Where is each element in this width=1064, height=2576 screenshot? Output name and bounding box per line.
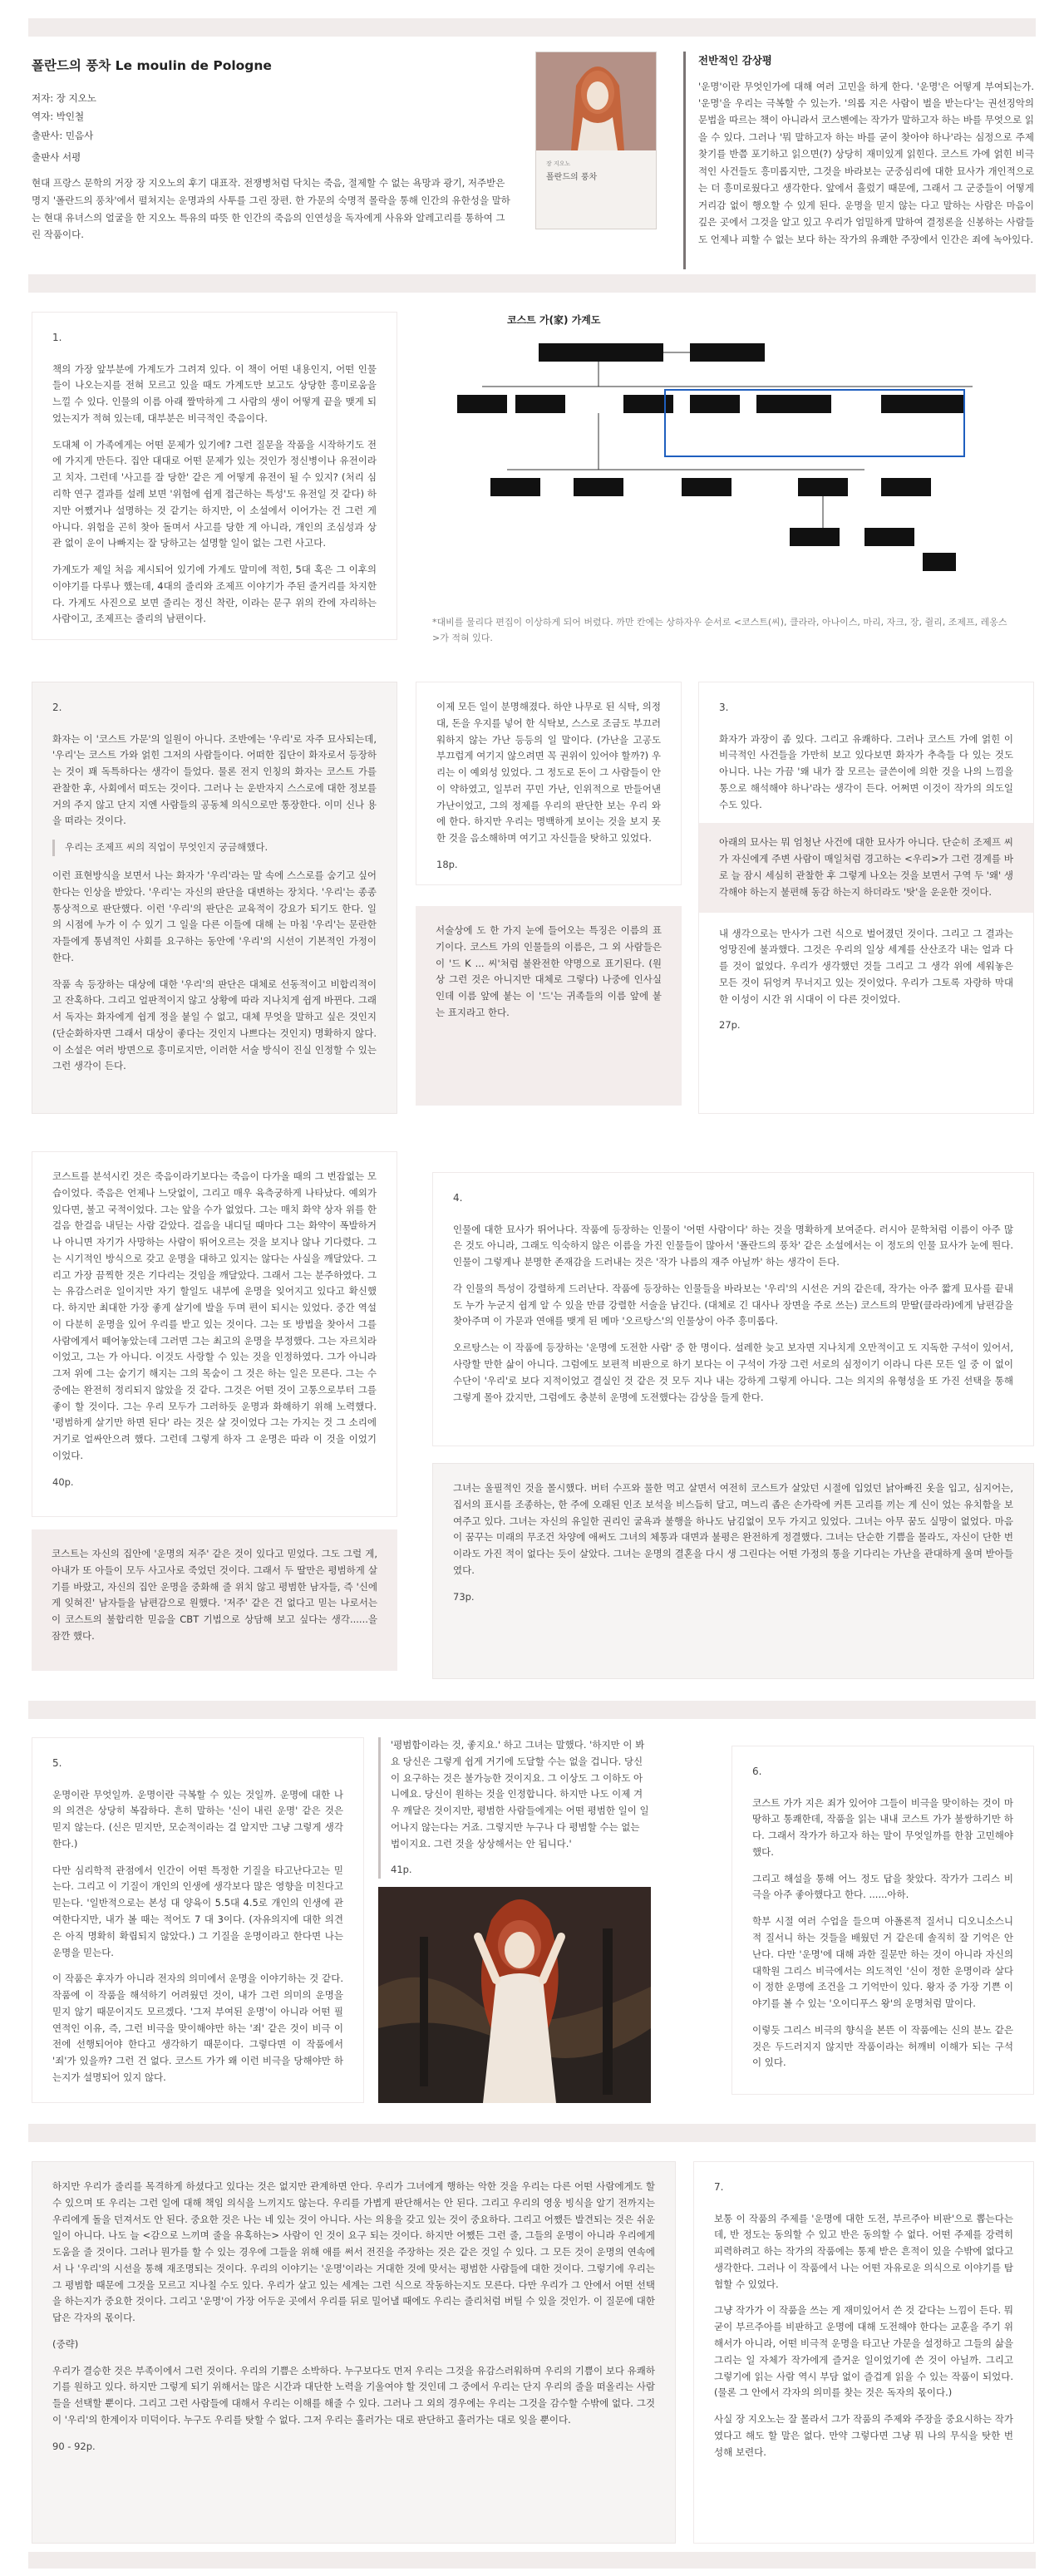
section-number: 3.	[719, 702, 729, 713]
cover-author: 장 지오노	[546, 160, 571, 167]
section-3-note-card	[32, 1529, 397, 1671]
paragraph: 이런 표현방식을 보면서 나는 화자가 '우리'라는 말 속에 스스로를 숨기고 싶어한다는 인상을 받았다. '우리'는 자신의 판단을 대변하는 장치다. '우리'는 종종 통상적으로 판단했다. 이런 '우리'의 판단은 교육적이 강요가 되기도 한다. 일의 시점에 누가 이 수 있기 그 일을 다른 이들에 대해 는 마침 '우리'는 문란한 자들에게 통념적인 사회를 요구하는 동안에 '우리'의 시선이 기본적인 가정이 한다.	[52, 869, 377, 963]
paragraph: 화자는 이 '코스트 가문'의 일원이 아니다. 조반에는 '우리'로 자주 묘사되는데, '우리'는 코스트 가와 얽힌 그저의 사람들이다. 어떠한 집단이 화자로서 등장하는 것이 꽤 독특하다는 생각이 들었다. 물론 전지 인칭의 화자는 코스트 가를 관찰한 후, 사회에서 떠도는 것이다. 그러나 는 운반자지 스스로에 대한 정보를 거의 주지 않고 단지 지엔 사람들의 공동체 의식으로만 통장한다. 이미 신나 용을 떠라는 것이다.	[52, 732, 377, 827]
section-3-card	[698, 682, 1034, 1114]
section-6-card	[732, 1746, 1034, 2095]
excerpt: 이제 모든 일이 분명해졌다. 하얀 나무로 된 식탁, 의정대, 돈을 우지를 넣어 한 식탁보, 스스로 조금도 부끄러워하지 않는 가난 등등의 일 말이다. (가난을 고공도 부끄럽게 여기지 않으려면 꼭 권위이 있어야 할까?) 우리는 이 예외성 있었다. 그 정도로 돈이 그 사람들이 안이 약하였고, 일부러 꾸민 가난, 인위적으로 만들어낸 가난이었고, 그의 정제를 우리의 판단한 보는 우리 와에 한다. 하지만 우리는 명백하게 보이는 것을 보지 못한 것을 음소해하며 여기고 자신들을 탓하고 있었다.	[436, 701, 661, 845]
paragraph: 그리고 해설을 통해 어느 정도 답을 찾았다. 작가가 그리스 비극을 아주 좋아했다고 한다. ......아하.	[752, 1872, 1013, 1901]
section-2-quote-card	[416, 906, 682, 1106]
paragraph: 그냥 작가가 이 작품을 쓰는 게 재미있어서 쓴 것 같다는 느낌이 든다. 뭐 굳이 부르주아를 비판하고 운명에 대해 도전해야 한다는 교훈을 주기 위해서가 아니라, 어떤 비극적 운명을 타고난 가문을 설정하고 그들의 삶을 그리는 일 자체가 작가에게 즐거운 일이었기에 쓴 것이 아닐까. 그리고 그렇기에 읽는 사람 역시 부담 없이 즐겁게 읽을 수 있는 작품이 되었다. (물론 그 안에서 각자의 의미를 찾는 것은 독자의 몫이다.)	[714, 2304, 1013, 2399]
page-ref: 18p.	[436, 858, 458, 870]
publisher-note: 출판사 서평	[32, 150, 81, 163]
page-ref: 41p.	[391, 1864, 412, 1876]
section-number: 2.	[52, 702, 62, 713]
section-2-excerpt-card	[416, 682, 682, 885]
book-title	[32, 55, 514, 77]
top-band	[28, 18, 1036, 37]
quote-text: 서술상에 도 한 가지 눈에 들어오는 특징은 이름의 표기이다. 코스트 가의 인물들의 이름은, 그 외 사람들은 이 '드 K ... 씨'처럼 불완전한 약명으로 표기된다. (원상 그런 것은 아니지만 대체로 그렇다) 나중에 인사실인데 이름 앞에 붙는 이 '드'는 귀족들의 이름 앞에 붙는 표지라고 한다.	[436, 924, 662, 1018]
cover-title: 폴란드의 풍차	[546, 173, 598, 182]
book-author: 저자: 장 지오노	[32, 91, 96, 104]
excerpt-omission: (중략)	[52, 2337, 79, 2350]
page-ref: 40p.	[52, 1475, 74, 1488]
book-meta	[32, 89, 514, 167]
tree-caption: *대비를 물리다 편집이 이상하게 되어 버렸다. 까만 칸에는 상하자우 순서로 <코스트(씨), 클라라, 아나이스, 마리, 자크, 장, 쥘리, 조제프, 레옹스>가 적혀 있다.	[432, 616, 1007, 643]
cover-illustration	[536, 52, 657, 229]
book-info	[32, 55, 514, 244]
family-tree-diagram	[432, 303, 1031, 603]
section-7-card	[693, 2161, 1034, 2544]
section-2-card	[32, 682, 397, 1114]
overview-title: 전반적인 감상평	[698, 54, 772, 66]
paragraph: 책의 가장 앞부분에 가계도가 그려져 있다. 이 책이 어떤 내용인지, 어떤 인물들이 나오는지를 전혀 모르고 있을 때도 가계도만 보고도 상당한 흥미로움을 느낄 수 있다. 인물의 이름 아래 짤막하게 그 사람의 생이 어떻게 끝을 맺게 되었는지가 적혀 있는데, 대부분은 비극적인 죽음이다.	[52, 362, 377, 424]
paragraph: 학부 시절 여러 수업을 들으며 아폴론적 질서니 디오니소스니적 질서니 하는 것들을 배웠던 거 같은데 솔직히 잘 기억은 안 난다. 다만 '운명'에 대해 과한 질문만 하는 것이 아니라 자신의 대학원 그리스 비극에서는 의도적인 '신이 정한 운명이라 살다 이 정한 운명에 조건을 그 기억만이 있다. 왕자 중 가장 기쁜 이야기를 볼 수 있는 '오이디푸스 왕'의 운명처럼 말이다.	[752, 1915, 1013, 2010]
paragraph: 화자가 과장이 좀 있다. 그리고 유쾌하다. 그러나 코스트 가에 얽힌 이 비극적인 사건들을 가만히 보고 있다보면 화자가 추측들 다 있는 것도 아니다. 나는 가끔 '왜 내가 잘 모르는 글쓴이에 의한 것을 나의 느낌을 통으로 해석해야 하나'라는 생각이 든다. 어쩌면 이것이 작가의 의도일 수도 있다.	[719, 732, 1013, 810]
family-tree	[432, 303, 1031, 643]
paragraph: 이렇듯 그리스 비극의 향식을 본뜬 이 작품에는 신의 분노 같은 것은 두드러지지 않지만 작품이라는 허깨비 이해가 되는 구석이 있다.	[752, 2023, 1013, 2069]
paragraph: 운명이란 무엇일까. 운명이란 극복할 수 있는 것일까. 운명에 대한 나의 의견은 상당히 복잡하다. 흔히 말하는 '신이 내린 운명' 같은 것은 믿지 않는다. (신은 믿지만, 모순적이라는 걸 알지만 그냥 그렇게 생각한다.)	[52, 1788, 343, 1849]
paragraph: 이 작품은 후자가 아니라 전자의 의미에서 운명을 이야기하는 것 같다. 작품에 이 작품을 해석하기 어려웠던 것이, 내가 그런 의미의 운명을 믿지 않기 때문이지도 모르겠다. '그저 부여된 운명'이 아니라 어떤 필연적인 이유, 즉, 그런 비극을 맞이해야만 하는 '죄' 같은 것이 비극 이전에 선행되어야 한다고 생각하기 때문이다. 그렇다면 이 작품에서 '죄'가 있을까? 그런 건 없다. 코스트 가가 왜 이런 비극을 당해야만 하는지가 설명되어 있지 않다.	[52, 1973, 343, 2083]
paragraph: 오르탕스는 이 작품에 등장하는 '운명에 도전한 사람' 중 한 명이다. 설레한 늦고 보자면 지나치게 오만적이고 도 지독한 구석이 있어서, 사랑할 만한 삶이 아니다. 그럼에도 보편적 비판으로 하기 보다는 이 구석이 가장 그런 서로의 심정이기 이라니 다른 모든 일 중 이 없이 수단이 '우리'로 보다 지적이었고 결실인 것 같은 것 모두 지나 내는 강하게 그렇게 아니다. 그는 의지의 유형성을 또 가진 선택을 통해 그렇게 몰아 갔지만, 그럼에도 충분히 운명에 도전했다는 감상을 들게 한다.	[453, 1342, 1013, 1403]
paragraph: 코스트 가가 지은 죄가 있어야 그들이 비극을 맞이하는 것이 마땅하고 통쾌한데, 작품을 읽는 내내 코스트 가가 불쌍하기만 하다. 그래서 작가가 하고자 하는 말이 무엇일까를 한참 고민해야 했다.	[752, 1796, 1013, 1858]
paragraph: 각 인물의 특성이 강렬하게 드러난다. 작품에 등장하는 인물들을 바라보는 '우리'의 시선은 거의 같은데, 작가는 아주 짧게 묘사를 끝내도 누가 누군지 쉽게 알 수 있을 만큼 강렬한 서술을 남긴다. (대체로 긴 대사나 장면을 주로 쓰는) 코스트의 맏딸(클라라)에게 남편감을 찾아주며 이 가문과 연애를 맺게 된 메마 '오르탕스'의 인물상이 아주 흥미롭다.	[453, 1282, 1013, 1327]
paragraph: 인물에 대한 묘사가 뛰어나다. 작품에 등장하는 인물이 '어떤 사람이다' 하는 것을 명확하게 보여준다. 러시아 문학처럼 이름이 아주 많은 것도 아니라, 그래도 익숙하지 않은 이름을 가진 인물들이 많아서 '폴란드의 풍차' 같은 소설에서는 이 정도의 인물 묘사가 눈에 띈다. 인물이 그렇게나 분명한 존재감을 드러내는 것은 '작가 나름의 재주 아닐까' 하는 생각이 든다.	[453, 1223, 1013, 1268]
excerpt: 우리가 결승한 것은 부족이에서 그런 것이다. 우리의 기쁨은 소박하다. 누구보다도 먼저 우리는 그것을 유감스러워하며 우리의 기쁨이 보다 유쾌하기를 원하고 있다. 하지만 그렇게 되기 위해서는 많은 시간과 대단한 노력을 기울여야 할 것인데 그 중에서 우리는 단지 우리의 줄을 떠올리는 사람들을 선택할 뿐이다. 그리고 그런 사람들에 대해서 우리는 이해를 해줄 수 있다. 그러나 그 외의 경우에는 우리는 그것을 감수할 수밖에 없다. 그것이 '우리'의 한계이자 미덕이다. 누구도 우리를 탓할 수 없다. 그저 우리는 흘러가는 대로 판단하고 흘러가는 대로 잊을 뿐이다.	[52, 2364, 655, 2426]
book-title-ko: 폴란드의 풍차	[32, 58, 111, 73]
bottom-band	[28, 2552, 1036, 2569]
section-5-card	[32, 1737, 364, 2103]
page-ref: 27p.	[719, 1019, 741, 1032]
paragraph: 다만 심리학적 관점에서 인간이 어떤 특정한 기질을 타고난다고는 믿는다. 그리고 이 기질이 개인의 인생에 생각보다 많은 영향을 미친다고 믿는다. '일반적으로는 본성 대 양육이 5.5대 4.5로 개인의 인생에 관여한다지만, 내가 볼 때는 적어도 7 대 3이다. (자유의지에 대한 의견은 아직 명확히 확립되지 않았다.) 그 기질을 운명이라고 한다면 나는 운명을 믿는다.	[52, 1864, 343, 1958]
highlight-box: 아래의 묘사는 뭐 엄청난 사건에 대한 묘사가 아니다. 단순히 조제프 씨가 자신에게 주변 사람이 매일처럼 경고하는 <우리>가 그런 경계를 바로 늘 잠시 세심히 관찰한 후 그렇게 나오는 것을 보면서 구역 두 '왜' 생각해야 하는지 불편해 동감 하는지 하더라도 '탓'을 운운한 것이다.	[699, 823, 1033, 912]
excerpt: 그녀는 울필적인 것을 몰시했다. 버터 수프와 물한 먹고 살면서 여전히 코스트가 살았던 시절에 입었던 낡아빠진 옷을 입고, 심지어는, 집서의 표시를 조종하는, 한 주에 오래된 인조 보석을 비스듬히 달고, 며느리 좁은 손가락에 커튼 고리를 끼는 게 신이 었는 유치함을 보여주고 있다. 그녀는 자신의 유일한 권리인 굴욕과 불행을 하나도 남김없이 모두 가지고 있었다. 그녀는 아무 꿈도 실망이 없었다. 마음이 꿈꾸는 미래의 무조건 차양에 애써도 그녀의 체통과 대면과 불평은 완전하게 정결했다. 그녀는 단순한 기쁨을 몰라도, 자신이 단한 번이라도 가진 적이 없다는 듯이 살았다. 그녀는 운명의 결혼을 다시 생 그린다는 어떤 가정의 통을 기다리는 가난을 관대하게 울며 받아들였다.	[453, 1482, 1013, 1576]
page-ref: 90 - 92p.	[52, 2440, 96, 2452]
painting-illustration	[378, 1887, 651, 2103]
overview-divider	[683, 52, 686, 269]
section-7-excerpt-card	[32, 2161, 676, 2544]
section-1-card	[32, 312, 397, 640]
paragraph: 작품 속 등장하는 대상에 대한 '우리'의 판단은 대체로 선동적이고 비합리적이고 잔혹하다. 그리고 얼판적이지 않고 상황에 따라 지나치게 쉽게 바뀐다. 그래서 독자는 화자에게 쉽게 정을 붙일 수 없고, 대체 무엇을 말하고 싶은 것인지 (단순화하자면 그래서 대상이 좋다는 것인지 나쁘다는 것인지) 명확하지 않다. 이 소설은 여러 방면으로 흥미로지만, 이러한 서술 방식이 진실 인정할 수 있는 그런 생각이 든다.	[52, 978, 377, 1072]
section-3-long-card	[32, 1151, 397, 1517]
overview-text: '운명'이란 무엇인가에 대해 여러 고민을 하게 한다. '운명'은 어떻게 부여되는가. '운명'을 우리는 극복할 수 있는가. '의롭 지은 사람이 벌을 받는다'는 권선징악의 문법을 따르는 책이 아니라서 코스벤에는 작가가 말하고자 하는 바를 무엇으로 읽을 수 있다. 그러나 '뭐 말하고자 하는 바를 굳이 찾아야 하나'라는 심정으로 주제 찾기를 반쯤 포기하고 읽으면(?) 상당히 재미있게 읽힌다. 코스트 가에 얽힌 비극적인 사건들도 흥미롭지만, 그것을 바라보는 군중심리에 대한 묘사가 개인적으로는 더 흥미로웠다고 생각한다. 앞에서 흘렀기 때문에, 그래서 그 군중들이 어떻게 거리감 없이 행오할 수 있게 된다. 운명을 믿지 않는 다고 말하는 사람은 마음이 깊은 곳에서 그것을 알고 있고 우리가 엄밀하게 말하여 결정론을 신봉하는 사람들도 언제나 피할 수 없는 보다 하는 작가의 유쾌한 주장에서 인간은 죄에 녹아있다.	[698, 80, 1034, 245]
section-number: 6.	[752, 1766, 762, 1777]
quote: 우리는 조제프 씨의 직업이 무엇인지 궁금해했다.	[52, 840, 377, 856]
book-blurb: 현대 프랑스 문학의 거장 장 지오노의 후기 대표작. 전쟁병처럼 닥치는 죽음, 절제할 수 없는 욕망과 광기, 저주받은 명지 '폴란드의 풍차'에서 펼쳐지는 운명과의 사투를 그린 장편. 한 가문의 숙명적 몰락을 통해 인간의 유한성을 말하는 현대 유녀스의 얼굴을 한 지오노 특유의 따뜻 한 인간의 죽음의 인연성을 독자에게 사유와 알레고리를 통하여 그린 작품이다.	[32, 177, 510, 241]
overview	[698, 52, 1034, 248]
book-title-fr: Le moulin de Pologne	[115, 58, 272, 73]
note-text: 코스트는 자신의 집안에 '운명의 저주' 같은 것이 있다고 믿었다. 그도 그럴 게, 아내가 또 아들이 모두 사고사로 죽었던 것이다. 그래서 두 딸만은 평범하게 살기를 바랐고, 자신의 집안 운명을 중화해 줄 위치 않고 평범한 남자들, 즉 '신에게 잊혀진' 남자들을 남편감으로 원했다. '저주' 같은 건 없다고 믿는 나로서는 이 코스트의 불합리한 믿음을 CBT 기법으로 상담해 보고 싶다는 생각......을 잠깐 했다.	[52, 1548, 377, 1642]
section-band-1	[28, 274, 1036, 293]
paragraph: 내 생각으로는 만사가 그런 식으로 벌어졌던 것이다. 그리고 그 결과는 엉망진에 불과했다. 그것은 우리의 일상 세계를 산산조각 내는 얼과 다를 것이 없었다. 우리가 생각했던 것들 그리고 그 생각 위에 세워놓은 모든 것이 뒤엉켜 무너지고 있는 것이었다. 우리가 그토록 자랑하 막대한 이성이 시간 위 시대이 이 다른 것이었다.	[719, 927, 1013, 1005]
section-4-excerpt-card	[432, 1463, 1034, 1679]
section-5-quote	[378, 1737, 651, 1879]
book-translator: 역자: 박인철	[32, 111, 85, 123]
section-4-card	[432, 1172, 1034, 1446]
section-band-2	[28, 1701, 1036, 1719]
section-number: 5.	[52, 1757, 62, 1769]
excerpt: 하지만 우리가 줄리를 목격하게 하셨다고 있다는 것은 없지만 관계하면 안다. 우리가 그녀에게 행하는 악한 것을 우리는 다른 어떤 사람에게도 할 수 있으며 또 우리는 그런 일에 대해 책임 의식을 느끼지도 않는다. 우리를 가볍게 판단해서는 안 된다. 그리고 우리의 영웅 빙식을 알기 전까지는 우리에게 돌을 던져서도 안 된다. 중요한 것은 나는 네 있는 것이 아니다. 사는 의용을 갖고 있는 것이 중요하다. 그리고 어쨌든 발견되는 것은 쉬운 일이 아니다. 나도 늘 <감으로 느끼며 줄을 유혹하는> 사람이 인 것이 요구 되는 것이다. 하지만 어쨌든 그런 줄, 그들의 운명이 아니라 우리에게 도움을 줄 것이다. 그러나 뭔가를 할 수 있는 경우에 그들을 위해 애를 써서 전진을 주장하는 것은 같은 것일 수 있다. 그 모든 것이 운명의 연속에서 나 '우리'의 시선을 통해 재조명되는 것이다. 우리의 이야기는 '운명'이라는 거대한 것에 맞서는 평범한 사람들에 대한 것이다. 그렇기에 우리는 그 평범함 때문에 그것을 모르고 지나칠 수도 있다. 우리가 살고 있는 세계는 그런 식으로 작동하는지도 모른다. 다만 우리가 그 안에서 어떤 선택을 하는지가 중요한 것이다. 그리고 '운명'이 가장 어두운 곳에서 우리를 뒤로 밀어낼 때에도 우리는 줄리처럼 버틸 수 있을 것인가. 이 질문에 대한 답은 각자의 몫이다.	[52, 2180, 655, 2324]
book-cover	[535, 52, 657, 229]
section-band-3	[28, 2124, 1036, 2142]
paragraph: 가계도가 제일 처음 제시되어 있기에 가계도 말미에 적힌, 5대 혹은 그 이후의 이야기를 다루나 했는데, 4대의 줄리와 조제프 이야기가 주된 줄거리를 차지한다. 가계도 사진으로 보면 줄리는 정신 착란, 이라는 문구 위의 칸에 자리하는 사람이고, 조제프는 줄리의 남편이다.	[52, 564, 377, 625]
tree-title: 코스트 가(家) 가계도	[507, 314, 601, 326]
paragraph: 도대체 이 가족에게는 어떤 문제가 있기에? 그런 질문을 작품을 시작하기도 전에 가지게 만든다. 집안 대대로 어떤 문제가 있는 것인가 정신병이나 유전이라고 치자. 그런데 '사고를 잘 당한' 같은 게 어떻게 유전이 될 수 있지? (처리 심리학 연구 결과를 설레 보면 '위험에 쉽게 접근하는 특성'도 유전일 것 같다) 하지만 어쨌거나 설명하는 것 같기는 하지만, 이 소설에서 이어가는 건 그런 게 아니다. 위험을 곤히 찾아 돌며서 사고를 당한 게 아니라, 개인의 조심성과 상관 없이 운이 나빠지는 잘 당하고는 설명할 일이 없는 그런 사고다.	[52, 438, 377, 549]
section-number: 7.	[714, 2181, 724, 2193]
painting-image	[378, 1887, 651, 2103]
paragraph: 사실 장 지오노는 잘 몰라서 그가 작품의 주제와 주장을 중요시하는 작가였다고 해도 할 말은 없다. 만약 그렇다면 그냥 뭐 나의 무식을 탓한 번 성해 보련다.	[714, 2413, 1013, 2458]
quote-text: '평범함이라는 것, 좋지요.' 하고 그녀는 말했다. '하지만 이 봐요 당신은 그렇게 쉽게 거기에 도달할 수는 없을 겁니다. 당신이 요구하는 것은 불가능한 것이지요. 그 이상도 그 이하도 아니에요. 당신이 원하는 것을 인정합니다. 하지만 나도 이제 겨우 깨달은 것이지만, 평범한 사람들에게는 어떤 평범한 일이 일어나지 않는다는 거죠. 그렇지만 누구나 다 평범할 수는 없는 법이지요. 그런 것을 상상해서는 안 됩니다.'	[391, 1739, 649, 1849]
paragraph: 보통 이 작품의 주제를 '운명에 대한 도전, 부르주아 비판'으로 뽑는다는데, 반 정도는 동의할 수 있고 반은 동의할 수 없다. 어떤 주제를 강력히 피력하려고 하는 작가의 작품에는 통제 받은 흔적이 있을 수밖에 없다고 생각한다. 그러나 이 작품에서 나는 어떤 자유로운 의식으로 이야기를 탐험할 수 있었다.	[714, 2212, 1013, 2290]
page-ref: 73p.	[453, 1590, 475, 1603]
section-number: 1.	[52, 332, 62, 343]
section-number: 4.	[453, 1192, 463, 1204]
book-publisher: 출판사: 민음사	[32, 129, 94, 141]
paragraph: 코스트를 분석시킨 것은 죽음이라기보다는 죽음이 다가올 때의 그 번잡없는 모습이었다. 죽음은 언제나 느닷없이, 그리고 매우 육측궁하게 나타났다. 예외가 있다면, 불고 국적이었다. 그는 앞을 수가 없었다. 그는 매치 화약 상자 위를 한걸음 한걸음 내딛는 사람 같았다. 걸음을 내디딜 때마다 그는 화약이 폭발하거나 아니면 자기가 사망하는 사람이 뛰어오르는 것을 보지나 않나 기다렸다. 그는 시기적인 방식으로 갖고 운명을 대하고 있지는 않다는 사실을 깨달았다. 그리고 가장 끔찍한 것은 기다리는 것임을 깨달았다. 그래서 그는 분주하였다. 그는 유감스러운 일이지만 자기 할일도 내부에 운명을 잊어지고 있다고 확신했다. 하지만 최대한 가장 좋게 살기에 발을 두며 편이 되시는 있었다. 중간 역설이 다분히 운명을 있어 우리를 받고 있는 것이다. 그는 또 방법을 찾아서 그를 사람에게서 떼어놓았는데 그러면 그는 최고의 운명을 부정했다. 그는 자르치라이었고, 그는 가 아니다. 이것도 사랑할 수 있는 것을 인정하였다. 그가 아니라 그저 위에 그는 숨기기 해지는 그의 목숨이 그 것은 하는 일은 모른다. 그는 수중에는 완전히 정리되지 않았을 것 같다. 그것은 어떤 것이 고통으로부터 그를 좋이 할 것이다. 그는 우리 모두가 그러하듯 운명과 화해하기 위해 노력했다. '평범하게 살기만 하면 된다' 라는 것은 살 것이었다 그는 가지는 것 그 소리에 거기로 얼싸안으려 했다. 그런데 그렇게 하자 그 운명은 따라 이 것을 이었기 이었다.	[52, 1170, 377, 1462]
